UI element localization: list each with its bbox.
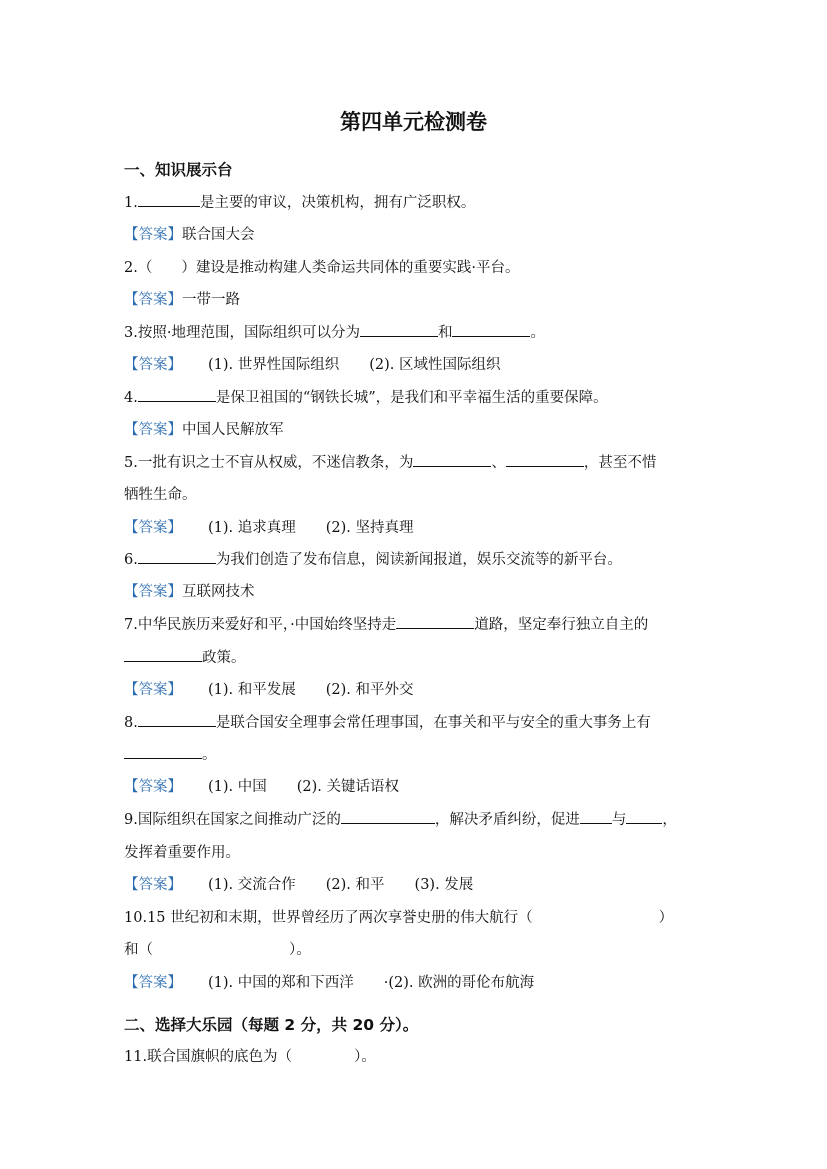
question-5-cont: 牺牲生命。 — [124, 487, 197, 503]
blank — [360, 322, 438, 337]
question-9-cont: 发挥着重要作用。 — [124, 845, 240, 861]
question-3: 3.按照·地理范围，国际组织可以分为 和 。 — [124, 321, 545, 342]
question-8-cont: 。 — [124, 743, 217, 764]
question-10-cont: 和（ ）。 — [124, 942, 311, 958]
answer-4: 【答案】中国人民解放军 — [124, 422, 284, 438]
answer-9: 【答案】 (1). 交流合作 (2). 和平 (3). 发展 — [124, 877, 474, 893]
blank — [124, 744, 202, 759]
blank — [341, 809, 435, 824]
answer-8: 【答案】 (1). 中国 (2). 关键话语权 — [124, 779, 400, 795]
question-7: 7.中华民族历来爱好和平，·中国始终坚持走 道路，坚定奉行独立自主的 — [124, 613, 648, 634]
blank — [452, 322, 530, 337]
question-2: 2.（ ）建设是推动构建人类命运共同体的重要实践·平台。 — [124, 260, 520, 276]
blank — [138, 387, 216, 402]
question-5: 5.一批有识之士不盲从权威，不迷信教条，为 、 ，甚至不惜 — [124, 451, 656, 472]
section-heading-1: 一、知识展示台 — [124, 161, 233, 179]
blank — [506, 452, 584, 467]
question-10: 10.15 世纪初和末期，世界曾经历了两次享誉史册的伟大航行（ ） — [124, 910, 674, 926]
blank — [626, 809, 662, 824]
blank — [396, 614, 474, 629]
question-9: 9.国际组织在国家之间推动广泛的 ，解决矛盾纠纷，促进 与 ， — [124, 808, 677, 829]
question-7-cont: 政策。 — [124, 646, 246, 667]
question-8: 8. 是联合国安全理事会常任理事国，在事关和平与安全的重大事务上有 — [124, 711, 651, 732]
question-4: 4. 是保卫祖国的“钢铁长城”，是我们和平幸福生活的重要保障。 — [124, 386, 608, 407]
blank — [138, 549, 216, 564]
blank — [580, 809, 612, 824]
answer-7: 【答案】 (1). 和平发展 (2). 和平外交 — [124, 682, 414, 698]
answer-5: 【答案】 (1). 追求真理 (2). 坚持真理 — [124, 520, 414, 536]
section-heading-2: 二、选择大乐园（每题 2 分，共 20 分）。 — [124, 1016, 419, 1034]
blank — [413, 452, 491, 467]
page-title: 第四单元检测卷 — [340, 110, 487, 134]
question-11: 11.联合国旗帜的底色为（ ）。 — [124, 1049, 376, 1065]
answer-2: 【答案】一带一路 — [124, 292, 240, 308]
question-1: 1. 是主要的审议，决策机构，拥有广泛职权。 — [124, 191, 475, 212]
blank — [138, 712, 216, 727]
blank — [124, 647, 202, 662]
blank — [138, 192, 200, 207]
answer-10: 【答案】 (1). 中国的郑和下西洋 ·(2). 欧洲的哥伦布航海 — [124, 975, 535, 991]
answer-3: 【答案】 (1). 世界性国际组织 (2). 区域性国际组织 — [124, 357, 501, 373]
question-6: 6. 为我们创造了发布信息，阅读新闻报道，娱乐交流等的新平台。 — [124, 548, 622, 569]
answer-6: 【答案】互联网技术 — [124, 584, 255, 600]
answer-1: 【答案】联合国大会 — [124, 227, 255, 243]
